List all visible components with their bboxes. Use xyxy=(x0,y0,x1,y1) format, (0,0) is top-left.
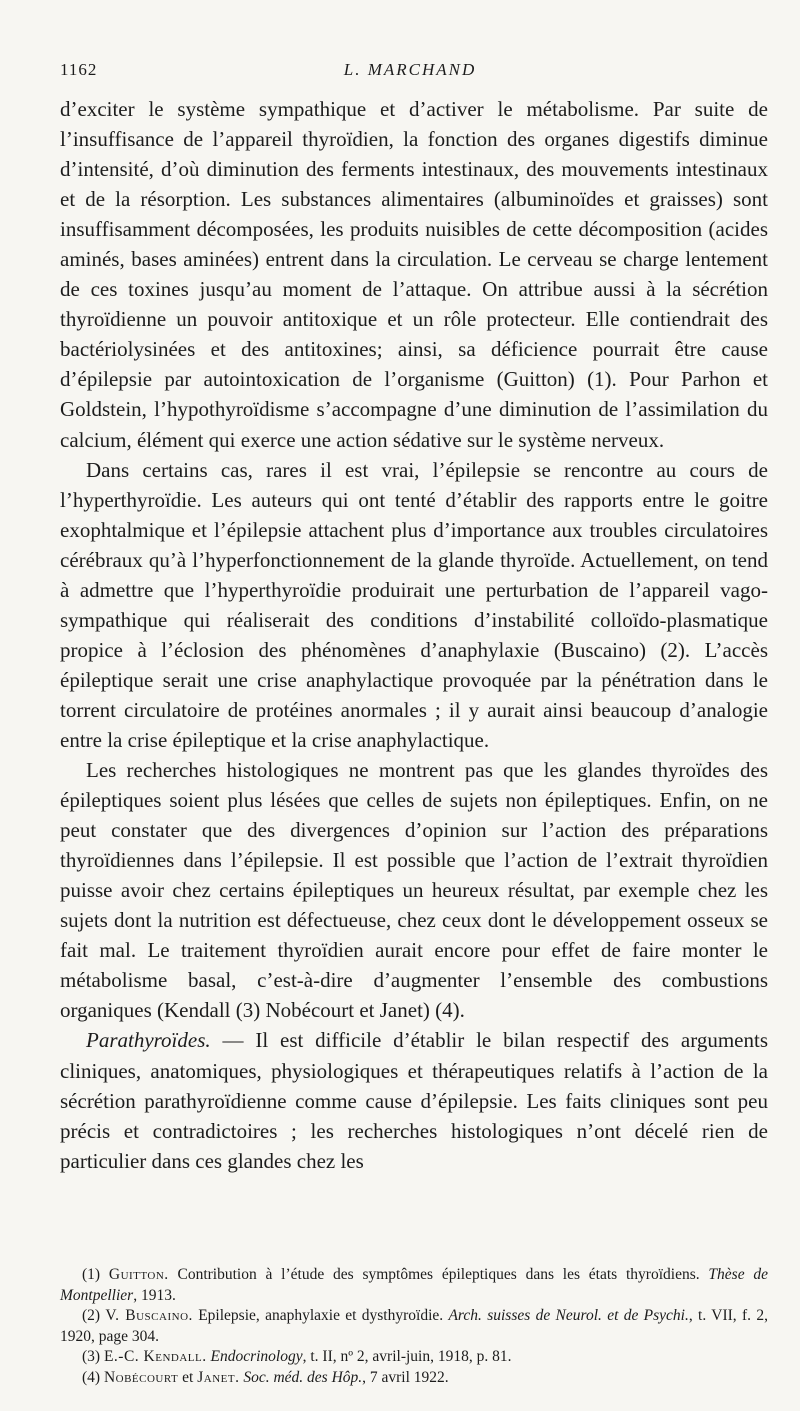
footnote xyxy=(60,1265,768,1306)
paragraph: d’exciter le système sympathique et d’activer le métabolisme. Par suite de l’insuffisance de l’appareil thyroïdien, la fonction des organes digestifs diminue d’intensité, d’où diminution des ferments intestinaux, des mouvements intestinaux et de la résorption. Les substances alimentaires (albuminoïdes et graisses) sont insuffisamment décomposées, les produits nuisibles de cette décomposition (acides aminés, bases aminées) entrent dans la circulation. Le cerveau se charge lentement de ces toxines jusqu’au moment de l’attaque. On attribue aussi à la sécrétion thyroïdienne un pouvoir antitoxique et un rôle protecteur. Elle contiendrait des bactériolysinées et des antitoxines; ainsi, sa déficience pourrait être cause d’épilepsie par autointoxication de l’organisme (Guitton) (1). Pour Parhon et Goldstein, l’hypothyroïdisme s’accompagne d’une diminution de l’assimilation du calcium, élément qui exerce une action sédative sur le système nerveux. xyxy=(60,97,768,452)
footnote-text: Contribution à l’étude des symptômes épileptiques dans les états thyroïdiens. xyxy=(168,1266,709,1283)
footnote-author: Guitton. xyxy=(108,1266,169,1283)
footnote-marker: (3) xyxy=(82,1348,104,1365)
footnote-author: V. Buscaino. xyxy=(105,1307,193,1324)
footnote xyxy=(60,1306,768,1347)
paragraph-text: — Il est difficile d’établir le bilan respectif des arguments cliniques, anatomiques, physiologiques et thérapeutiques relatifs à l’action de la sécrétion parathyroïdienne comme cause d’épilepsie. Les faits cliniques sont peu précis et contradictoires ; les recherches histologiques n’ont décelé rien de particulier dans ces glandes chez les xyxy=(60,1028,768,1173)
footnote-title: Arch. suisses de Neurol. et de Psychi. xyxy=(448,1307,689,1324)
footnote-marker: (1) xyxy=(82,1266,109,1283)
footnote-text: et xyxy=(178,1368,198,1386)
footnote-rest: , t. VII, f. 2, 1920, page 304. xyxy=(60,1307,768,1345)
page-number: 1162 xyxy=(60,60,98,79)
footnote-title: Endocrinology xyxy=(210,1348,303,1365)
paragraph-parathyroides xyxy=(60,1025,768,1175)
footnote-rest: , t. II, nº 2, avril-juin, 1918, p. 81. xyxy=(302,1348,512,1365)
footnote-author: Janet. xyxy=(197,1368,240,1386)
body-text xyxy=(60,94,768,1176)
section-heading: Parathyroïdes. xyxy=(86,1028,211,1053)
footnote xyxy=(60,1368,768,1389)
footnote-title: Soc. méd. des Hôp. xyxy=(239,1368,363,1386)
footnote-rest: , 1913. xyxy=(133,1286,176,1304)
footnote xyxy=(60,1347,768,1368)
paragraph: Les recherches histologiques ne montrent pas que les glandes thyroïdes des épileptiques soient plus lésées que celles de sujets non épileptiques. Enfin, on ne peut constater que des divergences d’opinion sur l’action des préparations thyroïdiennes dans l’épilepsie. Il est possible que l’action de l’extrait thyroïdien puisse avoir chez certains épileptiques un heureux résultat, par exemple chez les sujets dont la nutrition est défectueuse, chez ceux dont le développement osseux se fait mal. Le traitement thyroïdien aurait encore pour effet de faire monter le métabolisme basal, c’est-à-dire d’augmenter l’ensemble des combustions organiques (Kendall (3) Nobécourt et Janet) (4). xyxy=(60,758,768,1023)
paragraph: Dans certains cas, rares il est vrai, l’épilepsie se rencontre au cours de l’hyperthyroïdie. Les auteurs qui ont tenté d’établir des rapports entre le goitre exophtalmique et l’épilepsie attachent plus d’importance aux troubles circulatoires cérébraux qu’à l’hyperfonctionnement de la glande thyroïde. Actuellement, on tend à admettre que l’hyperthyroïdie produirait une perturbation de l’appareil vago-sympathique qui réaliserait des conditions d’instabilité colloïdo-plasmatique propice à l’éclosion des phénomènes d’anaphylaxie (Buscaino) (2). L’accès épileptique serait une crise anaphylactique provoquée par la pénétration dans le torrent circulatoire de protéines anormales ; il y aurait ainsi beaucoup d’analogie entre la crise épileptique et la crise anaphylactique. xyxy=(60,457,768,752)
running-title: L. MARCHAND xyxy=(343,60,477,79)
footnote-author: Nobécourt xyxy=(103,1368,179,1386)
footnote-title: Thèse de Montpellier xyxy=(60,1266,768,1304)
footnote-marker: (4) xyxy=(82,1368,104,1386)
footnote-text: Epilepsie, anaphylaxie et dysthyroïdie. xyxy=(192,1307,449,1324)
footnote-rest: , 7 avril 1922. xyxy=(362,1368,449,1386)
footnotes xyxy=(60,1265,768,1388)
footnote-marker: (2) xyxy=(82,1307,106,1324)
footnote-author: E.-C. Kendall. xyxy=(103,1348,207,1365)
